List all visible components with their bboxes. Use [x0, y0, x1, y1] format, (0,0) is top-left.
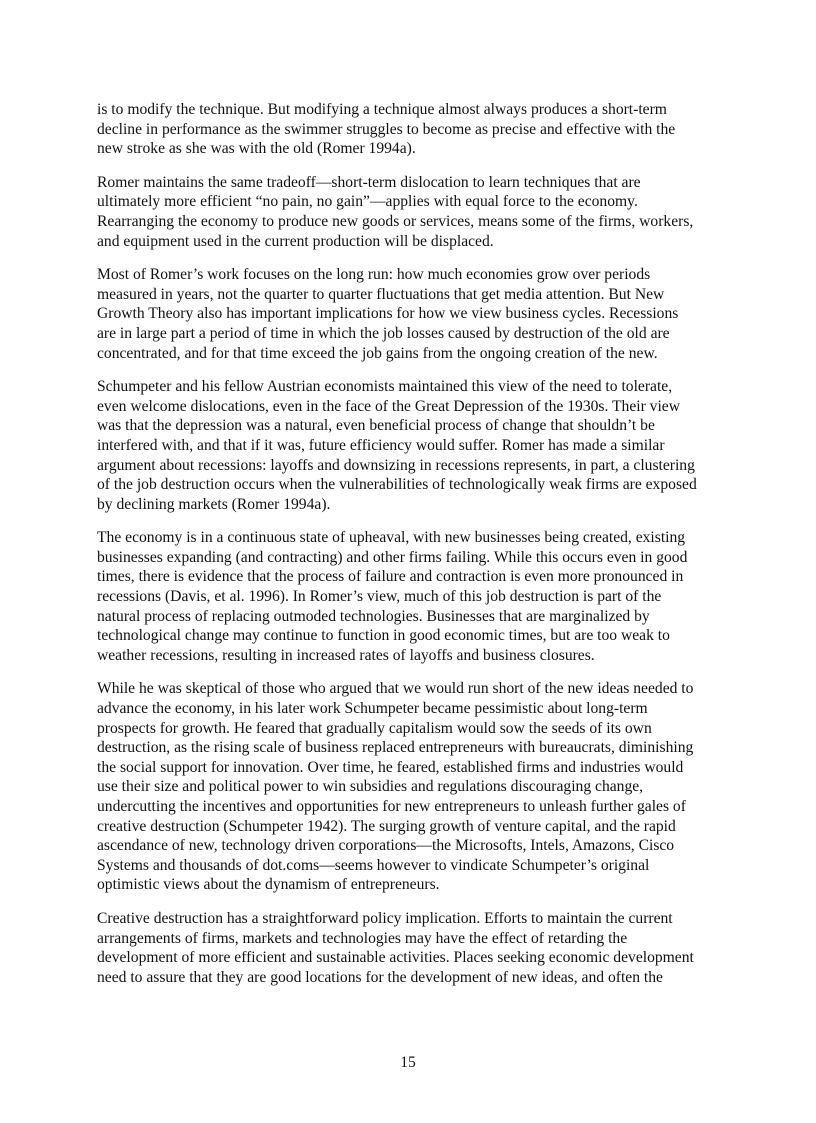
body-text — [97, 100, 722, 1001]
paragraph-swimmer-technique: is to modify the technique. But modifying a technique almost always produces a short-term decline in performance as the swimmer struggles to become as precise and effective with the new stroke as she was with the old (Romer 1994a). — [97, 101, 676, 158]
paragraph-schumpeter-pessimism: While he was skeptical of those who argued that we would run short of the new ideas needed to advance the economy, in his later work Schumpeter became pessimistic about long-term prospects for growth. He feared that gradually capitalism would sow the seeds of its own destruction, as the rising scale of business replaced entrepreneurs with bureaucrats, diminishing the social support for innovation. Over time, he feared, established firms and industries would use their size and political power to win subsidies and regulations discouraging change, undercutting the incentives and opportunities for new entrepreneurs to unleash further gales of creative destruction (Schumpeter 1942). The surging growth of venture capital, and the rapid ascendance of new, technology driven corporations—the Microsofts, Intels, Amazons, Cisco Systems and thousands of dot.coms—seems however to vindicate Schumpeter’s original optimistic views about the dynamism of entrepreneurs. — [97, 680, 694, 894]
page-number: 15 — [400, 1054, 416, 1071]
paragraph-austrian-economists: Schumpeter and his fellow Austrian economists maintained this view of the need to tolerate, even welcome dislocations, even in the face of the Great Depression of the 1930s. Their view was that the depression was a natural, even beneficial process of change that shouldn’t be interfered with, and that if it was, future efficiency would suffer. Romer has made a similar argument about recessions: layoffs and downsizing in recessions represents, in part, a clustering of the job destruction occurs when the vulnerabilities of technologically weak firms are exposed by declining markets (Romer 1994a). — [97, 378, 697, 513]
paragraph-romer-tradeoff: Romer maintains the same tradeoff—short-term dislocation to learn techniques that are ultimately more efficient “no pain, no gain”—applies with equal force to the economy. Rearranging the economy to produce new goods or services, means some of the firms, workers, and equipment used in the current production will be displaced. — [97, 173, 694, 250]
paragraph-policy-implication: Creative destruction has a straightforward policy implication. Efforts to maintain the current arrangements of firms, markets and technologies may have the effect of retarding the development of more efficient and sustainable activities. Places seeking economic development need to assure that they are good locations for the development of new ideas, and often the — [97, 909, 694, 986]
paragraph-continuous-upheaval: The economy is in a continuous state of upheaval, with new businesses being created, existing businesses expanding (and contracting) and other firms failing. While this occurs even in good times, there is evidence that the process of failure and contraction is even more pronounced in recessions (Davis, et al. 1996). In Romer’s view, much of this job destruction is part of the natural process of replacing outmoded technologies. Businesses that are marginalized by technological change may continue to function in good economic times, but are too weak to weather recessions, resulting in increased rates of layoffs and business closures. — [97, 529, 688, 664]
paragraph-business-cycles: Most of Romer’s work focuses on the long run: how much economies grow over periods measured in years, not the quarter to quarter fluctuations that get media attention. But New Growth Theory also has important implications for how we view business cycles. Recessions are in large part a period of time in which the job losses caused by destruction of the old are concentrated, and for that time exceed the job gains from the ongoing creation of the new. — [97, 266, 679, 362]
